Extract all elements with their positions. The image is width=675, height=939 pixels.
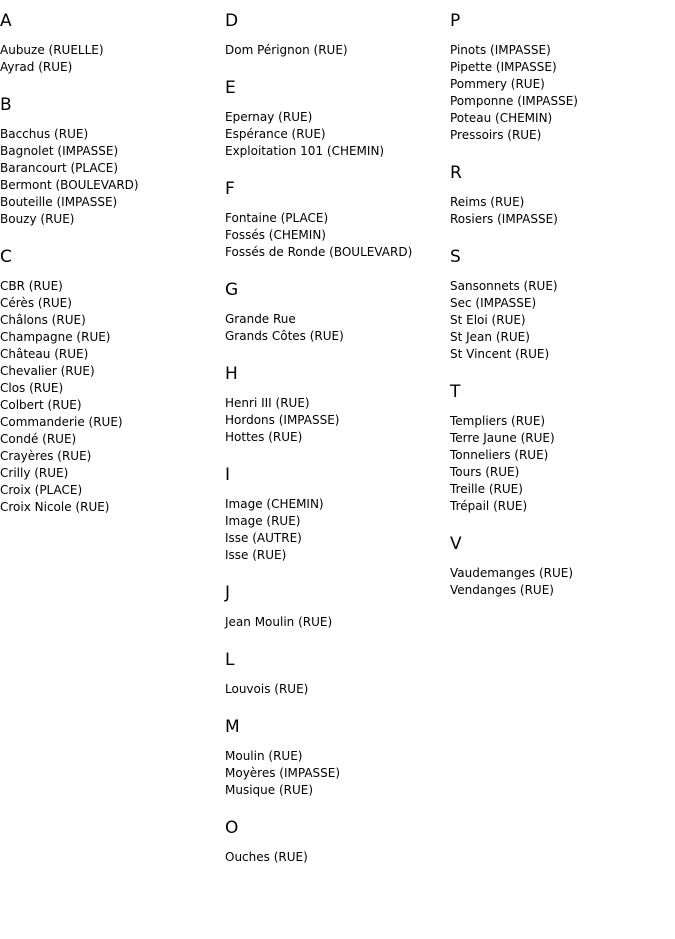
street-link[interactable]: Espérance (RUE) bbox=[225, 127, 326, 141]
letter-group-p bbox=[450, 11, 675, 144]
letter-heading: V bbox=[450, 534, 462, 554]
street-link[interactable]: St Vincent (RUE) bbox=[450, 347, 550, 361]
street-link[interactable]: St Eloi (RUE) bbox=[450, 313, 526, 327]
street-link[interactable]: Rosiers (IMPASSE) bbox=[450, 212, 558, 226]
street-link[interactable]: St Jean (RUE) bbox=[450, 330, 530, 344]
street-link[interactable]: Pomponne (IMPASSE) bbox=[450, 94, 578, 108]
street-link[interactable]: Isse (RUE) bbox=[225, 548, 287, 562]
street-link[interactable]: Trépail (RUE) bbox=[450, 499, 528, 513]
street-link[interactable]: Sec (IMPASSE) bbox=[450, 296, 537, 310]
street-link[interactable]: Moulin (RUE) bbox=[225, 749, 303, 763]
street-link[interactable]: CBR (RUE) bbox=[0, 279, 63, 293]
letter-heading: H bbox=[225, 364, 238, 384]
letter-group-v bbox=[450, 534, 675, 599]
letter-group-m bbox=[225, 717, 450, 799]
street-link[interactable]: Bouteille (IMPASSE) bbox=[0, 195, 118, 209]
street-link[interactable]: Henri III (RUE) bbox=[225, 396, 310, 410]
letter-heading: C bbox=[0, 247, 12, 267]
letter-group-g bbox=[225, 280, 450, 345]
street-link[interactable]: Musique (RUE) bbox=[225, 783, 314, 797]
letter-group-t bbox=[450, 382, 675, 515]
street-link[interactable]: Image (CHEMIN) bbox=[225, 497, 324, 511]
street-link[interactable]: Exploitation 101 (CHEMIN) bbox=[225, 144, 385, 158]
street-link[interactable]: Château (RUE) bbox=[0, 347, 89, 361]
street-link[interactable]: Reims (RUE) bbox=[450, 195, 525, 209]
street-link[interactable]: Chevalier (RUE) bbox=[0, 364, 95, 378]
street-link[interactable]: Pommery (RUE) bbox=[450, 77, 545, 91]
street-link[interactable]: Aubuze (RUELLE) bbox=[0, 43, 104, 57]
letter-heading: D bbox=[225, 11, 239, 31]
street-link[interactable]: Fossés de Ronde (BOULEVARD) bbox=[225, 245, 413, 259]
letter-heading: R bbox=[450, 163, 462, 183]
letter-group-d bbox=[225, 11, 450, 59]
letter-group-a bbox=[0, 11, 225, 76]
letter-heading: A bbox=[0, 11, 12, 31]
street-link[interactable]: Epernay (RUE) bbox=[225, 110, 313, 124]
street-link[interactable]: Treille (RUE) bbox=[450, 482, 523, 496]
letter-group-h bbox=[225, 364, 450, 446]
letter-heading: F bbox=[225, 179, 235, 199]
letter-heading: L bbox=[225, 650, 235, 670]
letter-group-r bbox=[450, 163, 675, 228]
letter-group-j bbox=[225, 583, 450, 631]
street-link[interactable]: Sansonnets (RUE) bbox=[450, 279, 558, 293]
letter-heading: J bbox=[225, 583, 231, 603]
street-link[interactable]: Grands Côtes (RUE) bbox=[225, 329, 344, 343]
street-link[interactable]: Bagnolet (IMPASSE) bbox=[0, 144, 119, 158]
street-link[interactable]: Vendanges (RUE) bbox=[450, 583, 554, 597]
street-link[interactable]: Châlons (RUE) bbox=[0, 313, 86, 327]
street-link[interactable]: Dom Pérignon (RUE) bbox=[225, 43, 348, 57]
letter-heading: T bbox=[450, 382, 461, 402]
street-link[interactable]: Fossés (CHEMIN) bbox=[225, 228, 326, 242]
letter-heading: B bbox=[0, 95, 12, 115]
street-link[interactable]: Fontaine (PLACE) bbox=[225, 211, 329, 225]
street-link[interactable]: Commanderie (RUE) bbox=[0, 415, 123, 429]
letter-group-b bbox=[0, 95, 225, 228]
letter-heading: I bbox=[225, 465, 231, 485]
index-column-3 bbox=[450, 11, 675, 618]
street-link[interactable]: Hordons (IMPASSE) bbox=[225, 413, 340, 427]
street-link[interactable]: Templiers (RUE) bbox=[450, 414, 546, 428]
street-link[interactable]: Cérès (RUE) bbox=[0, 296, 72, 310]
street-link[interactable]: Louvois (RUE) bbox=[225, 682, 309, 696]
street-link[interactable]: Grande Rue bbox=[225, 312, 296, 326]
street-link[interactable]: Ouches (RUE) bbox=[225, 850, 308, 864]
street-link[interactable]: Ayrad (RUE) bbox=[0, 60, 73, 74]
street-link[interactable]: Hottes (RUE) bbox=[225, 430, 303, 444]
street-link[interactable]: Clos (RUE) bbox=[0, 381, 64, 395]
street-link[interactable]: Pressoirs (RUE) bbox=[450, 128, 542, 142]
street-link[interactable]: Terre Jaune (RUE) bbox=[450, 431, 555, 445]
letter-heading: E bbox=[225, 78, 236, 98]
letter-group-o bbox=[225, 818, 450, 866]
street-link[interactable]: Croix Nicole (RUE) bbox=[0, 500, 110, 514]
street-link[interactable]: Poteau (CHEMIN) bbox=[450, 111, 553, 125]
street-link[interactable]: Crilly (RUE) bbox=[0, 466, 69, 480]
index-column-2 bbox=[225, 11, 450, 885]
street-link[interactable]: Pinots (IMPASSE) bbox=[450, 43, 551, 57]
street-link[interactable]: Bacchus (RUE) bbox=[0, 127, 89, 141]
letter-heading: G bbox=[225, 280, 239, 300]
street-link[interactable]: Condé (RUE) bbox=[0, 432, 77, 446]
letter-heading: P bbox=[450, 11, 461, 31]
letter-heading: M bbox=[225, 717, 240, 737]
letter-group-c bbox=[0, 247, 225, 516]
street-link[interactable]: Tours (RUE) bbox=[450, 465, 520, 479]
letter-group-e bbox=[225, 78, 450, 160]
street-link[interactable]: Isse (AUTRE) bbox=[225, 531, 302, 545]
street-link[interactable]: Pipette (IMPASSE) bbox=[450, 60, 557, 74]
street-link[interactable]: Tonneliers (RUE) bbox=[450, 448, 549, 462]
street-link[interactable]: Croix (PLACE) bbox=[0, 483, 83, 497]
letter-group-f bbox=[225, 179, 450, 261]
letter-group-i bbox=[225, 465, 450, 564]
letter-heading: S bbox=[450, 247, 461, 267]
letter-group-s bbox=[450, 247, 675, 363]
street-link[interactable]: Barancourt (PLACE) bbox=[0, 161, 118, 175]
street-link[interactable]: Moyères (IMPASSE) bbox=[225, 766, 341, 780]
street-link[interactable]: Crayères (RUE) bbox=[0, 449, 92, 463]
letter-group-l bbox=[225, 650, 450, 698]
street-link[interactable]: Jean Moulin (RUE) bbox=[225, 615, 333, 629]
letter-heading: O bbox=[225, 818, 239, 838]
street-link[interactable]: Bouzy (RUE) bbox=[0, 212, 75, 226]
street-link[interactable]: Image (RUE) bbox=[225, 514, 301, 528]
street-link[interactable]: Champagne (RUE) bbox=[0, 330, 111, 344]
street-link[interactable]: Colbert (RUE) bbox=[0, 398, 82, 412]
street-link[interactable]: Bermont (BOULEVARD) bbox=[0, 178, 139, 192]
index-column-1 bbox=[0, 11, 225, 535]
street-link[interactable]: Vaudemanges (RUE) bbox=[450, 566, 574, 580]
